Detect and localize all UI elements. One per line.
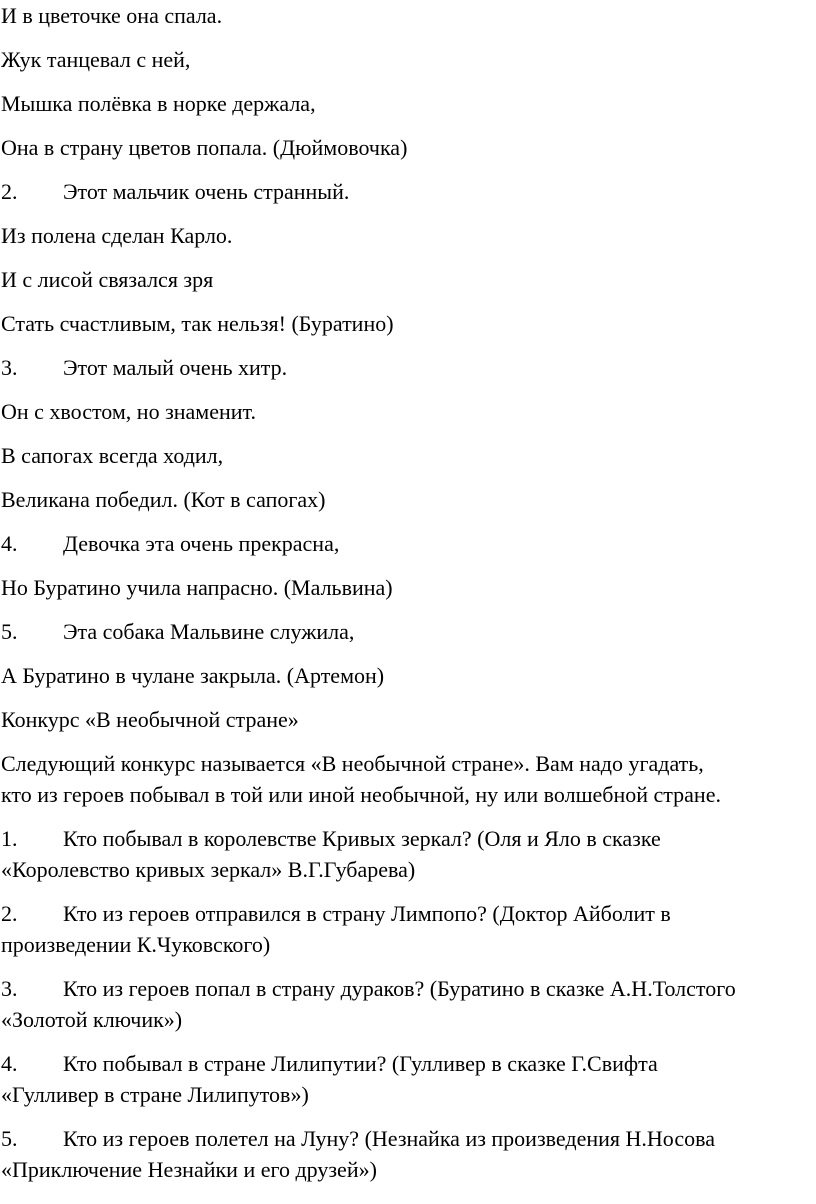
item-text: Этот малый очень хитр.: [63, 355, 288, 380]
riddle-line: И в цветочке она спала.: [1, 3, 223, 28]
riddle-item: [1, 178, 349, 206]
item-text: Кто из героев отправился в страну Лимпопо? (Доктор Айболит в: [63, 901, 671, 926]
question-line: «Приключение Незнайки и его друзей»): [1, 1157, 377, 1182]
riddle-line: Но Буратино учила напрасно. (Мальвина): [1, 575, 393, 600]
riddle-line: Стать счастливым, так нельзя! (Буратино): [1, 311, 394, 336]
riddle-item: [1, 354, 287, 382]
item-text: Кто побывал в королевстве Кривых зеркал? (Оля и Яло в сказке: [63, 826, 661, 851]
riddle-item: [1, 530, 339, 558]
item-text: Кто побывал в стране Лилипутии? (Гулливер в сказке Г.Свифта: [63, 1051, 658, 1076]
riddle-line: А Буратино в чулане закрыла. (Артемон): [1, 663, 385, 688]
riddle-line: В сапогах всегда ходил,: [1, 443, 224, 468]
item-text: Девочка эта очень прекрасна,: [63, 531, 340, 556]
item-number: 5.: [1, 1126, 18, 1151]
riddle-item: [1, 618, 354, 646]
item-number: 2.: [1, 179, 18, 204]
riddle-line: Он с хвостом, но знаменит.: [1, 399, 256, 424]
question-line: «Золотой ключик»): [1, 1007, 183, 1032]
question-item: [1, 900, 671, 928]
question-line: «Королевство кривых зеркал» В.Г.Губарева): [1, 857, 416, 882]
contest-intro-line: кто из героев побывал в той или иной необычной, ну или волшебной стране.: [1, 782, 721, 807]
question-line: «Гулливер в стране Лилипутов»): [1, 1082, 309, 1107]
question-item: [1, 975, 736, 1003]
riddle-line: Мышка полёвка в норке держала,: [1, 91, 316, 116]
riddle-line: И с лисой связался зря: [1, 267, 214, 292]
item-number: 4.: [1, 1051, 18, 1076]
riddle-line: Она в страну цветов попала. (Дюймовочка): [1, 135, 408, 160]
question-item: [1, 1050, 658, 1078]
contest-intro-line: Следующий конкурс называется «В необычной стране». Вам надо угадать,: [1, 751, 704, 776]
riddle-line: Из полена сделан Карло.: [1, 223, 233, 248]
question-item: [1, 1125, 715, 1153]
item-text: Кто из героев полетел на Луну? (Незнайка из произведения Н.Носова: [63, 1126, 715, 1151]
item-number: 5.: [1, 619, 18, 644]
riddle-line: Жук танцевал с ней,: [1, 47, 191, 72]
item-text: Кто из героев попал в страну дураков? (Буратино в сказке А.Н.Толстого: [63, 976, 736, 1001]
contest-heading: Конкурс «В необычной стране»: [1, 707, 299, 732]
question-item: [1, 825, 661, 853]
item-number: 3.: [1, 355, 18, 380]
item-number: 4.: [1, 531, 18, 556]
question-line: произведении К.Чуковского): [1, 932, 271, 957]
item-text: Этот мальчик очень странный.: [63, 179, 350, 204]
riddle-line: Великана победил. (Кот в сапогах): [1, 487, 326, 512]
item-text: Эта собака Мальвине служила,: [63, 619, 355, 644]
item-number: 1.: [1, 826, 18, 851]
item-number: 3.: [1, 976, 18, 1001]
item-number: 2.: [1, 901, 18, 926]
